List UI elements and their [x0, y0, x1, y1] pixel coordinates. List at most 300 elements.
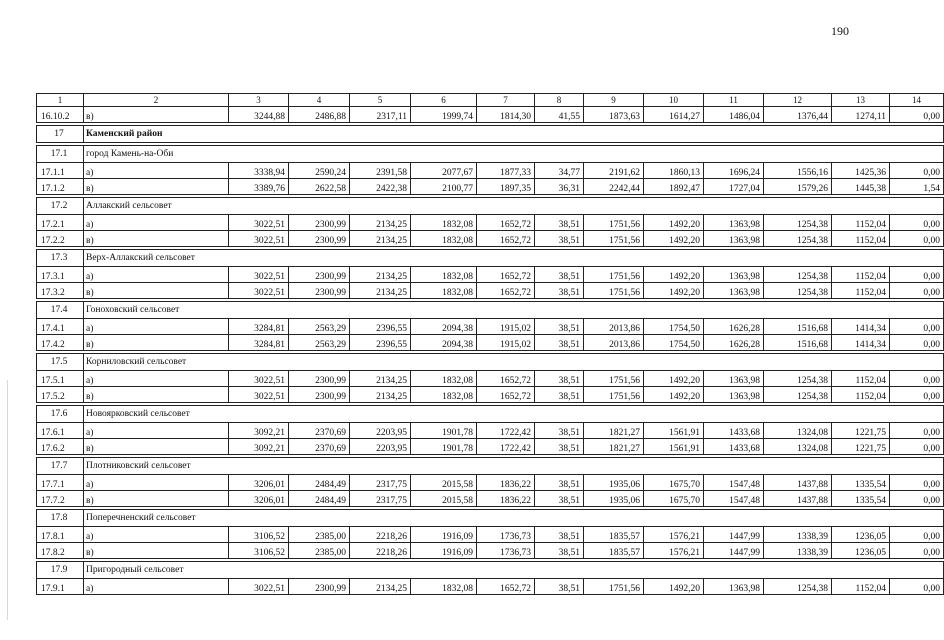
value-cell: 1425,36 [832, 163, 890, 179]
value-cell: 36,31 [535, 179, 584, 195]
value-cell: 2134,25 [350, 231, 411, 247]
value-cell: 1338,39 [764, 527, 832, 543]
value-cell: 2134,25 [350, 371, 411, 387]
table-row [37, 267, 944, 283]
table-row [37, 475, 944, 491]
value-cell: 0,00 [890, 579, 944, 595]
value-cell: 1152,04 [832, 267, 890, 283]
value-cell: 1152,04 [832, 387, 890, 403]
row-code: 17.8.2 [37, 543, 84, 559]
column-number-header: 12 [764, 94, 832, 107]
value-cell: 3022,51 [229, 215, 289, 231]
value-cell: 2300,99 [289, 387, 350, 403]
row-code: 17.7.2 [37, 491, 84, 507]
value-cell: 2422,38 [350, 179, 411, 195]
section-code: 17.8 [37, 510, 84, 527]
value-cell: 1433,68 [704, 439, 764, 455]
row-label: а) [84, 319, 229, 335]
value-cell: 38,51 [535, 231, 584, 247]
row-code: 17.5.1 [37, 371, 84, 387]
value-cell: 1556,16 [764, 163, 832, 179]
value-cell: 1916,09 [411, 527, 477, 543]
value-cell: 38,51 [535, 335, 584, 351]
value-cell: 1492,20 [644, 387, 704, 403]
table-row [37, 527, 944, 543]
value-cell: 1935,06 [584, 475, 644, 491]
value-cell: 38,51 [535, 215, 584, 231]
value-cell: 38,51 [535, 579, 584, 595]
section-row [37, 510, 944, 527]
value-cell: 0,00 [890, 475, 944, 491]
value-cell: 1821,27 [584, 423, 644, 439]
value-cell: 1335,54 [832, 491, 890, 507]
value-cell: 1547,48 [704, 491, 764, 507]
value-cell: 0,00 [890, 491, 944, 507]
row-label: в) [84, 543, 229, 559]
value-cell: 2484,49 [289, 475, 350, 491]
value-cell: 34,77 [535, 163, 584, 179]
table-row [37, 215, 944, 231]
value-cell: 1547,48 [704, 475, 764, 491]
value-cell: 2484,49 [289, 491, 350, 507]
value-cell: 0,00 [890, 267, 944, 283]
value-cell: 2563,29 [289, 335, 350, 351]
value-cell: 1363,98 [704, 283, 764, 299]
scan-edge-line [7, 380, 8, 620]
section-row [37, 126, 944, 143]
value-cell: 0,00 [890, 387, 944, 403]
row-label: в) [84, 107, 229, 123]
row-code: 17.7.1 [37, 475, 84, 491]
row-label: а) [84, 215, 229, 231]
section-code: 17.5 [37, 354, 84, 371]
value-cell: 0,00 [890, 163, 944, 179]
section-code: 17 [37, 126, 84, 143]
value-cell: 2100,77 [411, 179, 477, 195]
row-code: 17.6.1 [37, 423, 84, 439]
value-cell: 1652,72 [477, 215, 535, 231]
value-cell: 3338,94 [229, 163, 289, 179]
value-cell: 1433,68 [704, 423, 764, 439]
section-title: Пригородный сельсовет [84, 562, 944, 579]
value-cell: 1561,91 [644, 423, 704, 439]
value-cell: 1901,78 [411, 439, 477, 455]
row-code: 17.1.2 [37, 179, 84, 195]
value-cell: 3206,01 [229, 491, 289, 507]
value-cell: 3106,52 [229, 543, 289, 559]
value-cell: 1860,13 [644, 163, 704, 179]
value-cell: 1652,72 [477, 371, 535, 387]
value-cell: 1492,20 [644, 579, 704, 595]
value-cell: 1324,08 [764, 439, 832, 455]
page-number: 190 [831, 24, 849, 38]
value-cell: 2013,86 [584, 335, 644, 351]
value-cell: 38,51 [535, 491, 584, 507]
value-cell: 1414,34 [832, 319, 890, 335]
section-title: Поперечненский сельсовет [84, 510, 944, 527]
column-number-header: 4 [289, 94, 350, 107]
value-cell: 1916,09 [411, 543, 477, 559]
value-cell: 3022,51 [229, 231, 289, 247]
value-cell: 1736,73 [477, 543, 535, 559]
value-cell: 2590,24 [289, 163, 350, 179]
table-row [37, 231, 944, 247]
value-cell: 1754,50 [644, 335, 704, 351]
value-cell: 2013,86 [584, 319, 644, 335]
value-cell: 2396,55 [350, 319, 411, 335]
value-cell: 1254,38 [764, 371, 832, 387]
value-cell: 1363,98 [704, 387, 764, 403]
value-cell: 1335,54 [832, 475, 890, 491]
value-cell: 2317,11 [350, 107, 411, 123]
value-cell: 1652,72 [477, 579, 535, 595]
value-cell: 0,00 [890, 439, 944, 455]
row-label: в) [84, 387, 229, 403]
table-row [37, 579, 944, 595]
section-row [37, 250, 944, 267]
value-cell: 1492,20 [644, 267, 704, 283]
value-cell: 1652,72 [477, 283, 535, 299]
column-number-header: 9 [584, 94, 644, 107]
value-cell: 1652,72 [477, 267, 535, 283]
value-cell: 1832,08 [411, 231, 477, 247]
section-code: 17.6 [37, 406, 84, 423]
value-cell: 1254,38 [764, 215, 832, 231]
value-cell: 1486,04 [704, 107, 764, 123]
value-cell: 1832,08 [411, 579, 477, 595]
value-cell: 0,00 [890, 543, 944, 559]
value-cell: 3022,51 [229, 283, 289, 299]
value-cell: 3092,21 [229, 439, 289, 455]
value-cell: 1832,08 [411, 283, 477, 299]
value-cell: 1254,38 [764, 387, 832, 403]
table-row [37, 543, 944, 559]
value-cell: 1414,34 [832, 335, 890, 351]
value-cell: 1324,08 [764, 423, 832, 439]
value-cell: 2134,25 [350, 387, 411, 403]
section-row [37, 406, 944, 423]
value-cell: 1751,56 [584, 371, 644, 387]
value-cell: 2191,62 [584, 163, 644, 179]
value-cell: 1915,02 [477, 335, 535, 351]
value-cell: 38,51 [535, 319, 584, 335]
row-code: 17.6.2 [37, 439, 84, 455]
section-code: 17.7 [37, 458, 84, 475]
value-cell: 2134,25 [350, 283, 411, 299]
table-row [37, 387, 944, 403]
section-code: 17.3 [37, 250, 84, 267]
value-cell: 2396,55 [350, 335, 411, 351]
value-cell: 1832,08 [411, 387, 477, 403]
value-cell: 1751,56 [584, 215, 644, 231]
section-row [37, 302, 944, 319]
value-cell: 2317,75 [350, 491, 411, 507]
value-cell: 0,00 [890, 215, 944, 231]
value-cell: 1492,20 [644, 231, 704, 247]
column-number-header: 14 [890, 94, 944, 107]
value-cell: 38,51 [535, 543, 584, 559]
value-cell: 1516,68 [764, 319, 832, 335]
value-cell: 1152,04 [832, 371, 890, 387]
value-cell: 1363,98 [704, 579, 764, 595]
value-cell: 1835,57 [584, 543, 644, 559]
table-row [37, 163, 944, 179]
value-cell: 1236,05 [832, 543, 890, 559]
value-cell: 2077,67 [411, 163, 477, 179]
value-cell: 38,51 [535, 267, 584, 283]
value-cell: 0,00 [890, 107, 944, 123]
value-cell: 1675,70 [644, 491, 704, 507]
value-cell: 1561,91 [644, 439, 704, 455]
value-cell: 1576,21 [644, 527, 704, 543]
value-cell: 3022,51 [229, 371, 289, 387]
column-number-header-row [37, 94, 944, 107]
column-number-header: 2 [84, 94, 229, 107]
value-cell: 2370,69 [289, 423, 350, 439]
value-cell: 2317,75 [350, 475, 411, 491]
value-cell: 1152,04 [832, 283, 890, 299]
value-cell: 1751,56 [584, 267, 644, 283]
value-cell: 1152,04 [832, 579, 890, 595]
value-cell: 2370,69 [289, 439, 350, 455]
value-cell: 1652,72 [477, 231, 535, 247]
value-cell: 1236,05 [832, 527, 890, 543]
value-cell: 1376,44 [764, 107, 832, 123]
row-label: а) [84, 163, 229, 179]
value-cell: 1,54 [890, 179, 944, 195]
column-number-header: 8 [535, 94, 584, 107]
value-cell: 2300,99 [289, 579, 350, 595]
value-cell: 0,00 [890, 319, 944, 335]
value-cell: 1254,38 [764, 231, 832, 247]
value-cell: 3022,51 [229, 579, 289, 595]
value-cell: 3389,76 [229, 179, 289, 195]
value-cell: 1901,78 [411, 423, 477, 439]
value-cell: 1152,04 [832, 215, 890, 231]
value-cell: 2203,95 [350, 439, 411, 455]
row-code: 17.3.1 [37, 267, 84, 283]
value-cell: 1363,98 [704, 267, 764, 283]
value-cell: 1152,04 [832, 231, 890, 247]
row-label: а) [84, 527, 229, 543]
value-cell: 0,00 [890, 423, 944, 439]
value-cell: 1614,27 [644, 107, 704, 123]
tariff-table [36, 93, 944, 595]
value-cell: 1254,38 [764, 579, 832, 595]
row-code: 17.4.1 [37, 319, 84, 335]
value-cell: 1576,21 [644, 543, 704, 559]
value-cell: 1873,63 [584, 107, 644, 123]
value-cell: 41,55 [535, 107, 584, 123]
value-cell: 1492,20 [644, 283, 704, 299]
value-cell: 3022,51 [229, 267, 289, 283]
value-cell: 2218,26 [350, 527, 411, 543]
section-title: Плотниковский сельсовет [84, 458, 944, 475]
section-title: Корниловский сельсовет [84, 354, 944, 371]
value-cell: 1751,56 [584, 231, 644, 247]
value-cell: 2391,58 [350, 163, 411, 179]
section-title: Каменский район [84, 126, 944, 143]
value-cell: 1447,99 [704, 527, 764, 543]
row-label: а) [84, 267, 229, 283]
value-cell: 1751,56 [584, 387, 644, 403]
value-cell: 1445,38 [832, 179, 890, 195]
value-cell: 1492,20 [644, 215, 704, 231]
section-title: Аллакский сельсовет [84, 198, 944, 215]
table-row [37, 107, 944, 123]
row-code: 17.2.2 [37, 231, 84, 247]
value-cell: 0,00 [890, 335, 944, 351]
table-row [37, 335, 944, 351]
value-cell: 2486,88 [289, 107, 350, 123]
value-cell: 2203,95 [350, 423, 411, 439]
value-cell: 0,00 [890, 283, 944, 299]
value-cell: 1274,11 [832, 107, 890, 123]
column-number-header: 3 [229, 94, 289, 107]
section-row [37, 354, 944, 371]
value-cell: 1835,57 [584, 527, 644, 543]
value-cell: 1814,30 [477, 107, 535, 123]
column-number-header: 6 [411, 94, 477, 107]
value-cell: 2622,58 [289, 179, 350, 195]
value-cell: 1821,27 [584, 439, 644, 455]
value-cell: 1363,98 [704, 231, 764, 247]
value-cell: 1492,20 [644, 371, 704, 387]
value-cell: 38,51 [535, 283, 584, 299]
row-label: а) [84, 579, 229, 595]
table-body [37, 94, 944, 595]
section-row [37, 458, 944, 475]
section-row [37, 198, 944, 215]
value-cell: 1696,24 [704, 163, 764, 179]
row-code: 17.4.2 [37, 335, 84, 351]
value-cell: 2563,29 [289, 319, 350, 335]
row-code: 16.10.2 [37, 107, 84, 123]
column-number-header: 5 [350, 94, 411, 107]
value-cell: 3022,51 [229, 387, 289, 403]
value-cell: 2015,58 [411, 475, 477, 491]
table-row [37, 319, 944, 335]
section-code: 17.4 [37, 302, 84, 319]
value-cell: 38,51 [535, 371, 584, 387]
column-number-header: 10 [644, 94, 704, 107]
value-cell: 2385,00 [289, 543, 350, 559]
value-cell: 1897,35 [477, 179, 535, 195]
column-number-header: 13 [832, 94, 890, 107]
value-cell: 1915,02 [477, 319, 535, 335]
value-cell: 1363,98 [704, 371, 764, 387]
value-cell: 1221,75 [832, 439, 890, 455]
row-label: а) [84, 423, 229, 439]
value-cell: 0,00 [890, 527, 944, 543]
value-cell: 1722,42 [477, 423, 535, 439]
value-cell: 1836,22 [477, 491, 535, 507]
value-cell: 1751,56 [584, 283, 644, 299]
value-cell: 2242,44 [584, 179, 644, 195]
section-title: Гоноховский сельсовет [84, 302, 944, 319]
value-cell: 38,51 [535, 439, 584, 455]
row-code: 17.5.2 [37, 387, 84, 403]
value-cell: 1736,73 [477, 527, 535, 543]
value-cell: 1254,38 [764, 283, 832, 299]
tariff-table-container [36, 93, 940, 595]
value-cell: 2094,38 [411, 319, 477, 335]
value-cell: 3284,81 [229, 335, 289, 351]
value-cell: 1626,28 [704, 335, 764, 351]
value-cell: 3206,01 [229, 475, 289, 491]
value-cell: 2300,99 [289, 283, 350, 299]
column-number-header: 11 [704, 94, 764, 107]
section-title: город Камень-на-Оби [84, 146, 944, 163]
value-cell: 3092,21 [229, 423, 289, 439]
row-label: в) [84, 335, 229, 351]
value-cell: 2300,99 [289, 231, 350, 247]
value-cell: 0,00 [890, 371, 944, 387]
row-label: в) [84, 439, 229, 455]
value-cell: 2134,25 [350, 579, 411, 595]
section-code: 17.1 [37, 146, 84, 163]
row-label: в) [84, 491, 229, 507]
row-code: 17.9.1 [37, 579, 84, 595]
value-cell: 38,51 [535, 527, 584, 543]
row-label: а) [84, 475, 229, 491]
value-cell: 1727,04 [704, 179, 764, 195]
value-cell: 3244,88 [229, 107, 289, 123]
value-cell: 2015,58 [411, 491, 477, 507]
value-cell: 2300,99 [289, 215, 350, 231]
value-cell: 1832,08 [411, 371, 477, 387]
value-cell: 38,51 [535, 475, 584, 491]
row-code: 17.2.1 [37, 215, 84, 231]
table-row [37, 439, 944, 455]
row-code: 17.3.2 [37, 283, 84, 299]
value-cell: 2094,38 [411, 335, 477, 351]
value-cell: 3106,52 [229, 527, 289, 543]
value-cell: 2385,00 [289, 527, 350, 543]
section-row [37, 146, 944, 163]
value-cell: 38,51 [535, 387, 584, 403]
section-title: Верх-Аллакский сельсовет [84, 250, 944, 267]
value-cell: 38,51 [535, 423, 584, 439]
column-number-header: 7 [477, 94, 535, 107]
value-cell: 2300,99 [289, 267, 350, 283]
column-number-header: 1 [37, 94, 84, 107]
value-cell: 1254,38 [764, 267, 832, 283]
value-cell: 1675,70 [644, 475, 704, 491]
row-label: а) [84, 371, 229, 387]
value-cell: 3284,81 [229, 319, 289, 335]
table-row [37, 423, 944, 439]
value-cell: 1751,56 [584, 579, 644, 595]
value-cell: 1999,74 [411, 107, 477, 123]
value-cell: 0,00 [890, 231, 944, 247]
value-cell: 1626,28 [704, 319, 764, 335]
value-cell: 1832,08 [411, 267, 477, 283]
section-row [37, 562, 944, 579]
value-cell: 1836,22 [477, 475, 535, 491]
value-cell: 1437,88 [764, 491, 832, 507]
row-code: 17.8.1 [37, 527, 84, 543]
value-cell: 2300,99 [289, 371, 350, 387]
value-cell: 1652,72 [477, 387, 535, 403]
value-cell: 1877,33 [477, 163, 535, 179]
value-cell: 1722,42 [477, 439, 535, 455]
value-cell: 2134,25 [350, 267, 411, 283]
value-cell: 1832,08 [411, 215, 477, 231]
value-cell: 1363,98 [704, 215, 764, 231]
value-cell: 1338,39 [764, 543, 832, 559]
value-cell: 1437,88 [764, 475, 832, 491]
